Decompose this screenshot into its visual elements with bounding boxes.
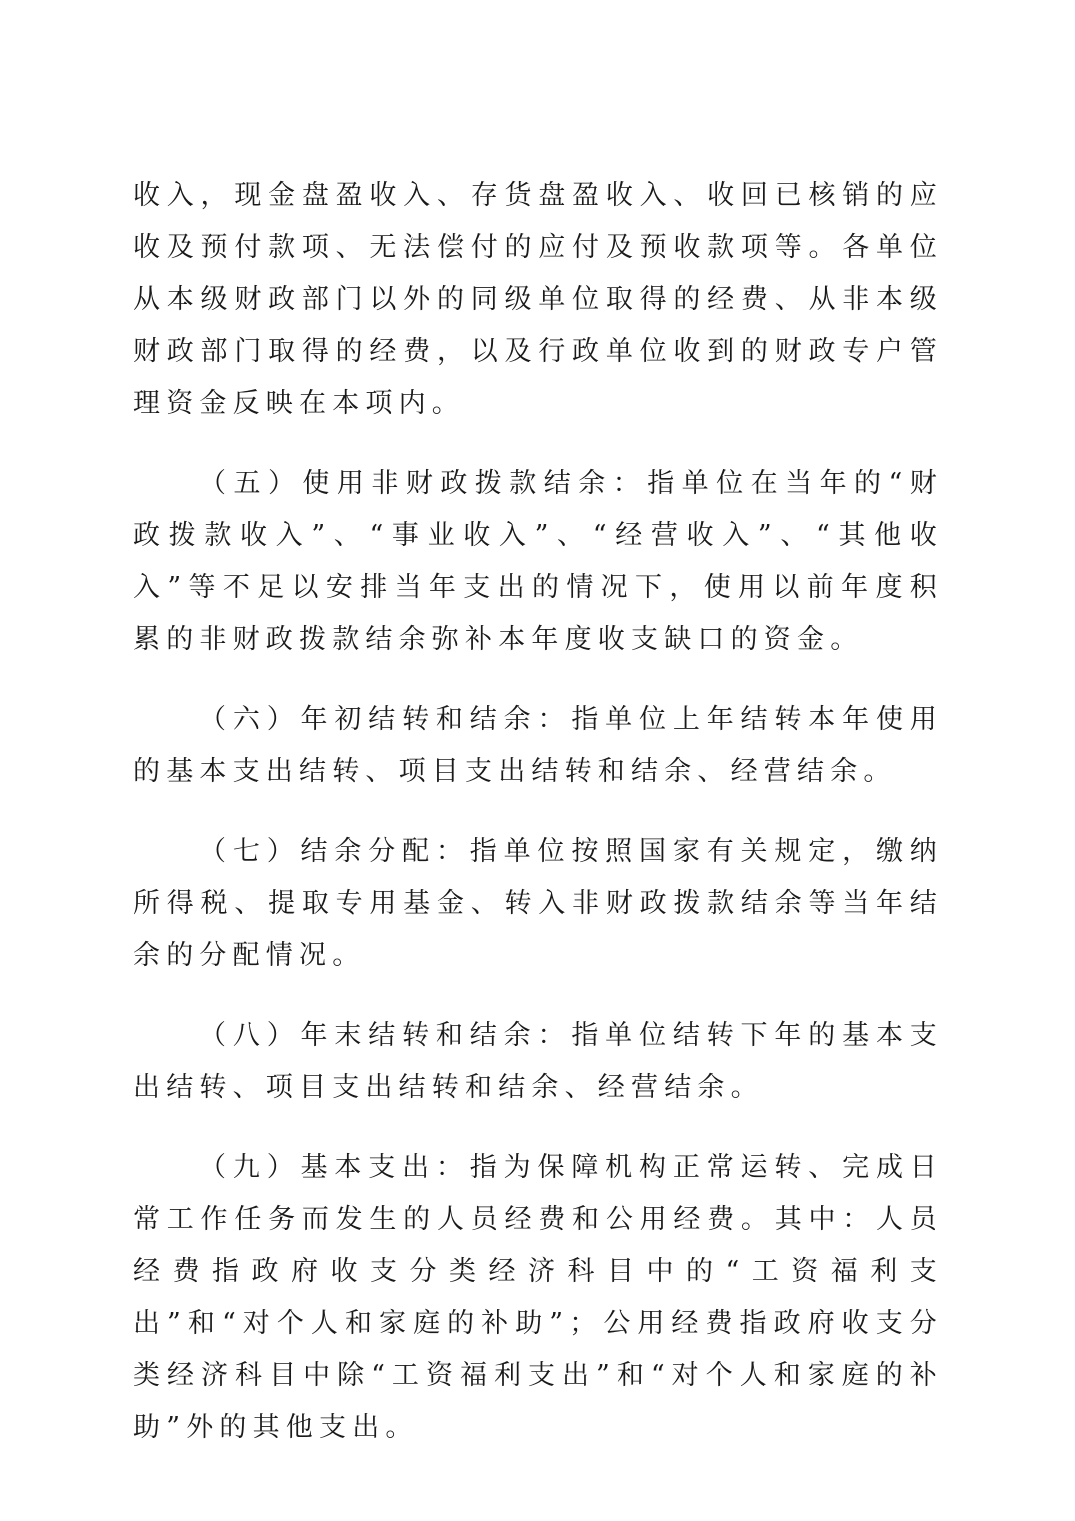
paragraph-item-9: （九）基本支出：指为保障机构正常运转、完成日常工作任务而发生的人员经费和公用经费。其中：人员经费指政府收支分类经济科目中的“工资福利支出”和“对个人和家庭的补助”；公用经费指政府收支分类经济科目中除“工资福利支出”和“对个人和家庭的补助”外的其他支出。 (133, 1152, 943, 1443)
paragraph-item-5: （五）使用非财政拨款结余：指单位在当年的“财政拨款收入”、“事业收入”、“经营收入”、“其他收入”等不足以安排当年支出的情况下，使用以前年度积累的非财政拨款结余弥补本年度收支缺口的资金。 (133, 468, 943, 655)
document-body (133, 170, 943, 1482)
paragraph-item-6: （六）年初结转和结余：指单位上年结转本年使用的基本支出结转、项目支出结转和结余、经营结余。 (133, 704, 943, 787)
paragraph-item-8: （八）年末结转和结余：指单位结转下年的基本支出结转、项目支出结转和结余、经营结余。 (133, 1020, 943, 1103)
paragraph-continuation: 收入，现金盘盈收入、存货盘盈收入、收回已核销的应收及预付款项、无法偿付的应付及预收款项等。各单位从本级财政部门以外的同级单位取得的经费、从非本级财政部门取得的经费，以及行政单位收到的财政专户管理资金反映在本项内。 (133, 180, 943, 419)
paragraph-item-7: （七）结余分配：指单位按照国家有关规定，缴纳所得税、提取专用基金、转入非财政拨款结余等当年结余的分配情况。 (133, 836, 943, 971)
